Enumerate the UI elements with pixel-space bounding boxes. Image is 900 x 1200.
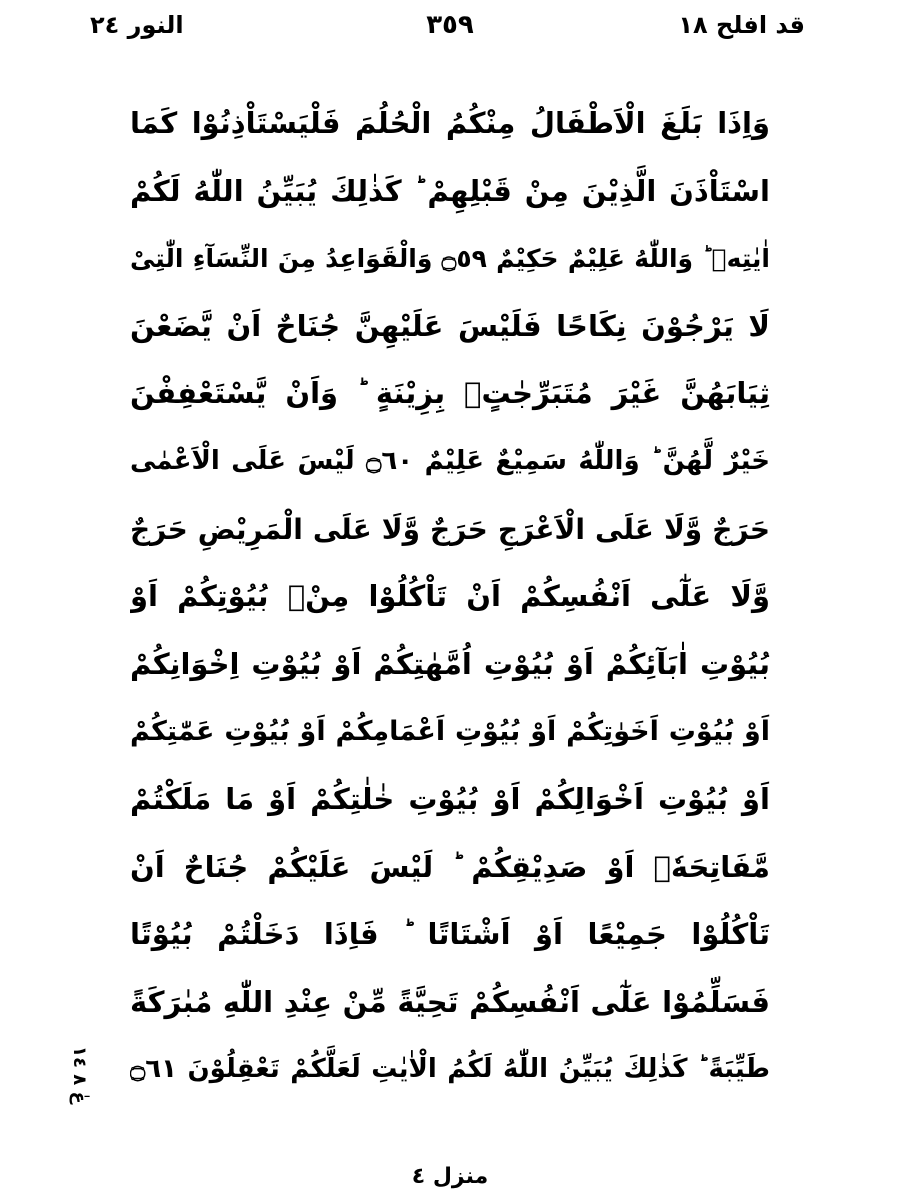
text-line: وَّلَا عَلٰٓى اَنْفُسِكُمْ اَنْ تَاْكُلُوْا مِنْۢ بُيُوْتِكُمْ اَوْ bbox=[130, 579, 770, 614]
text-line: فَسَلِّمُوْا عَلٰٓى اَنْفُسِكُمْ تَحِيَّةً مِّنْ عِنْدِ اللّٰهِ مُبٰرَكَةً bbox=[130, 984, 770, 1019]
text-line: اَوْ بُيُوْتِ اَخَوٰتِكُمْ اَوْ بُيُوْتِ اَعْمَامِكُمْ اَوْ بُيُوْتِ عَمّٰتِكُمْ bbox=[130, 716, 770, 748]
surah-name: النور ٢٤ bbox=[90, 11, 184, 39]
page-header bbox=[0, 8, 900, 48]
text-line: ثِيَابَهُنَّ غَيْرَ مُتَبَرِّجٰتٍۭ بِزِيْنَةٍ ؕ وَاَنْ يَّسْتَعْفِفْنَ bbox=[130, 376, 770, 411]
text-line: اٰيٰتِهٖ ؕ وَاللّٰهُ عَلِيْمٌ حَكِيْمٌ ۝٥٩ وَالْقَوَاعِدُ مِنَ النِّسَآءِ الّٰتِىْ bbox=[130, 244, 770, 274]
text-line: خَيْرٌ لَّهُنَّ ؕ وَاللّٰهُ سَمِيْعٌ عَلِيْمٌ ۝٦٠ لَيْسَ عَلَى الْاَعْمٰى bbox=[130, 445, 770, 476]
text-line: بُيُوْتِ اٰبَآئِكُمْ اَوْ بُيُوْتِ اُمَّهٰتِكُمْ اَوْ بُيُوْتِ اِخْوَانِكُمْ bbox=[130, 646, 770, 681]
text-line: تَاْكُلُوْا جَمِيْعًا اَوْ اَشْتَاتًا ؕ فَاِذَا دَخَلْتُمْ بُيُوْتًا bbox=[130, 917, 770, 952]
text-line: حَرَجٌ وَّلَا عَلَى الْاَعْرَجِ حَرَجٌ وَّلَا عَلَى الْمَرِيْضِ حَرَجٌ bbox=[130, 512, 770, 546]
text-line: اسْتَاْذَنَ الَّذِيْنَ مِنْ قَبْلِهِمْ ؕ كَذٰلِكَ يُبَيِّنُ اللّٰهُ لَكُمْ bbox=[130, 173, 770, 208]
quran-text bbox=[130, 90, 770, 1104]
text-line: مَّفَاتِحَهٗۤ اَوْ صَدِيْقِكُمْ ؕ لَيْسَ عَلَيْكُمْ جُنَاحٌ اَنْ bbox=[130, 849, 770, 884]
manzil-footer: منزل ٤ bbox=[411, 1164, 489, 1189]
page-number: ٣٥٩ bbox=[426, 10, 474, 40]
ruku-margin-mark: عٰ ٨ ١٤ bbox=[69, 1046, 90, 1104]
text-line: طَيِّبَةً ؕ كَذٰلِكَ يُبَيِّنُ اللّٰهُ لَكُمُ الْاٰيٰتِ لَعَلَّكُمْ تَعْقِلُوْنَ ۝٦١ bbox=[130, 1054, 770, 1085]
text-line: وَاِذَا بَلَغَ الْاَطْفَالُ مِنْكُمُ الْحُلُمَ فَلْيَسْتَاْذِنُوْا كَمَا bbox=[130, 106, 770, 140]
text-line: اَوْ بُيُوْتِ اَخْوَالِكُمْ اَوْ بُيُوْتِ خٰلٰتِكُمْ اَوْ مَا مَلَكْتُمْ bbox=[130, 781, 770, 816]
text-line: لَا يَرْجُوْنَ نِكَاحًا فَلَيْسَ عَلَيْهِنَّ جُنَاحٌ اَنْ يَّضَعْنَ bbox=[130, 308, 770, 343]
juz-name: قد افلح ١٨ bbox=[678, 11, 805, 39]
